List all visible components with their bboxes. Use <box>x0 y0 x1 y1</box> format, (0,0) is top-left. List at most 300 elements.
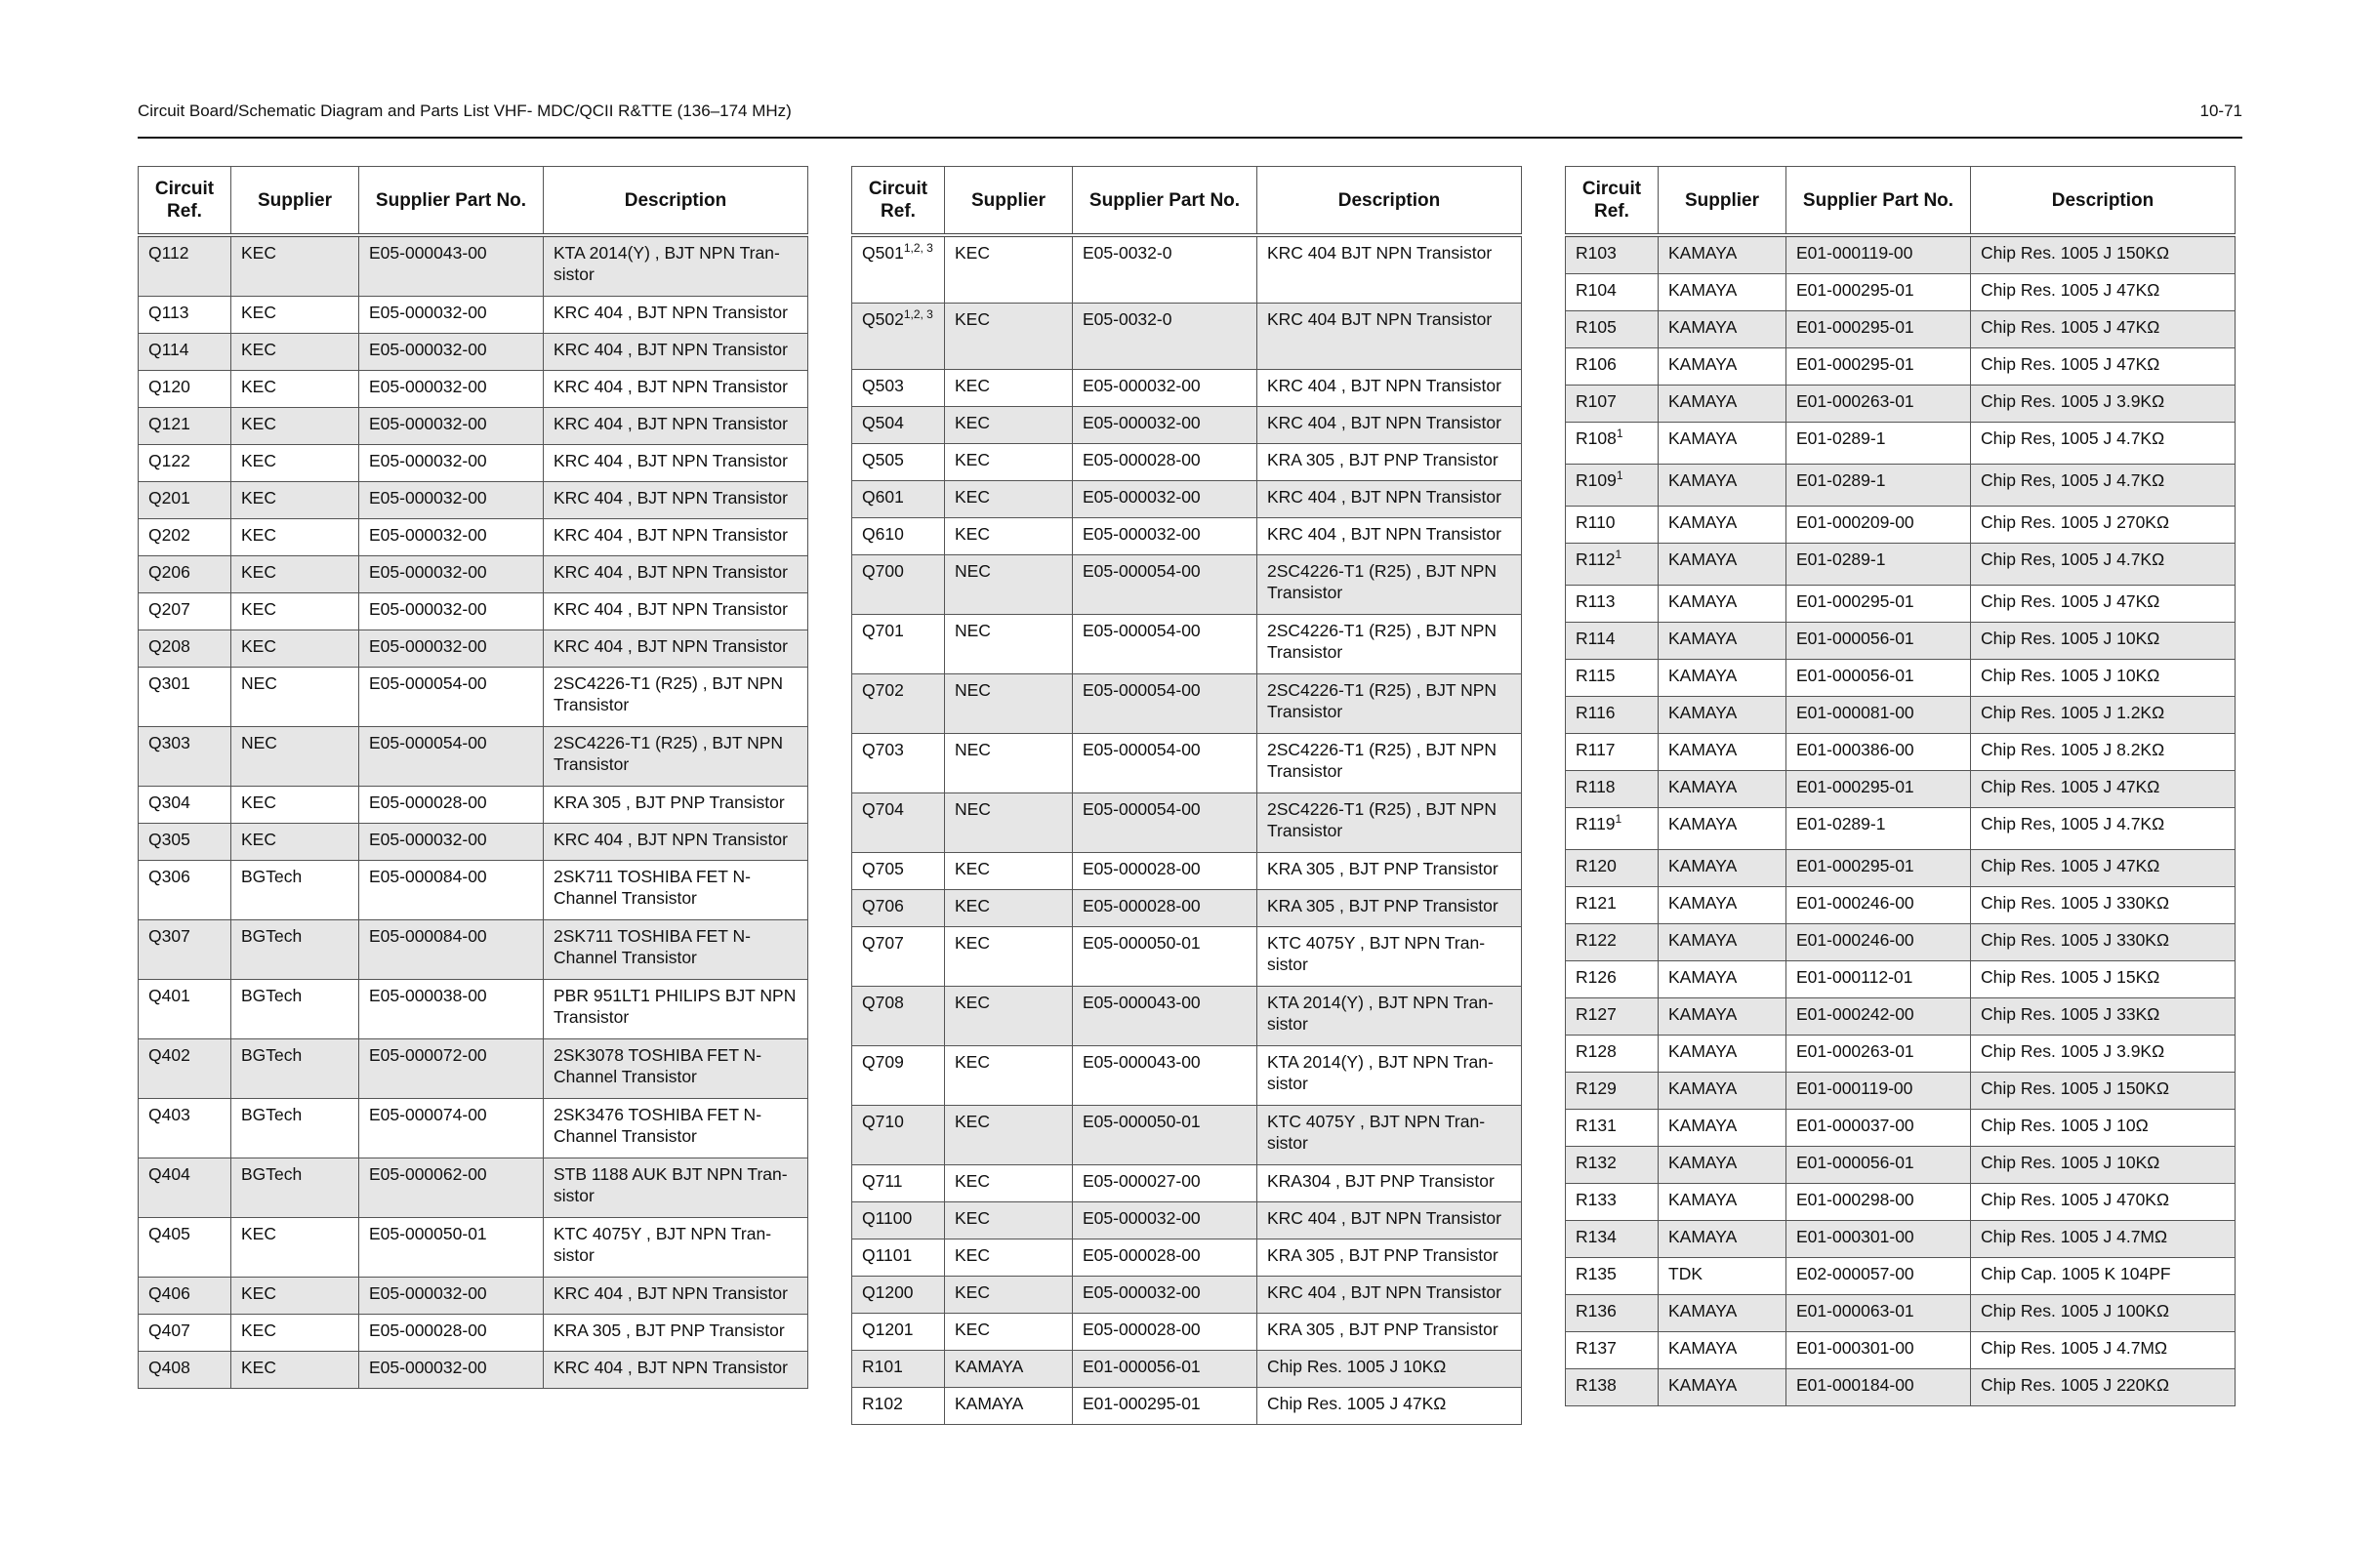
circuit-ref: Q702 <box>862 680 904 700</box>
circuit-ref: Q303 <box>148 733 190 752</box>
circuit-ref: Q704 <box>862 799 904 819</box>
part-number-cell: E05-000084-00 <box>359 861 544 920</box>
circuit-ref: Q408 <box>148 1358 190 1377</box>
circuit-ref: R117 <box>1576 740 1616 759</box>
part-number-cell: E01-0289-1 <box>1786 423 1971 465</box>
circuit-ref-cell <box>852 1165 945 1202</box>
supplier-cell: NEC <box>231 727 359 787</box>
table-row <box>1566 850 2236 887</box>
circuit-ref-cell <box>852 615 945 674</box>
part-number-cell: E05-000054-00 <box>359 668 544 727</box>
circuit-ref-cell <box>1566 423 1659 465</box>
part-number-cell: E05-0032-0 <box>1073 235 1257 304</box>
table-row <box>139 235 808 297</box>
table-row <box>852 444 1522 481</box>
circuit-ref-cell <box>852 370 945 407</box>
circuit-ref: Q1101 <box>862 1245 913 1265</box>
part-number-cell: E01-000295-01 <box>1786 348 1971 386</box>
part-number-cell: E02-000057-00 <box>1786 1258 1971 1295</box>
table-row <box>852 235 1522 304</box>
circuit-ref-cell <box>1566 1073 1659 1110</box>
circuit-ref-cell <box>139 593 231 630</box>
circuit-ref-cell <box>1566 697 1659 734</box>
circuit-ref: R119 <box>1576 814 1616 833</box>
description-cell: Chip Res. 1005 J 10KΩ <box>1971 1147 2236 1184</box>
description-cell: 2SK711 TOSHIBA FET N-Channel Transistor <box>544 861 808 920</box>
circuit-ref-cell <box>852 853 945 890</box>
circuit-ref-cell <box>1566 1184 1659 1221</box>
description-cell: KRC 404 BJT NPN Transistor <box>1257 235 1522 304</box>
circuit-ref: Q503 <box>862 376 904 395</box>
circuit-ref: Q1201 <box>862 1320 914 1339</box>
circuit-ref-cell <box>139 824 231 861</box>
supplier-cell: KEC <box>945 370 1073 407</box>
circuit-ref-cell <box>139 556 231 593</box>
description-cell: KRC 404 , BJT NPN Transistor <box>544 593 808 630</box>
supplier-cell: BGTech <box>231 1099 359 1158</box>
supplier-cell: KAMAYA <box>945 1388 1073 1425</box>
circuit-ref: R137 <box>1576 1338 1617 1358</box>
table-row <box>1566 348 2236 386</box>
circuit-ref: Q307 <box>148 926 190 946</box>
supplier-cell: KEC <box>945 304 1073 370</box>
table-row <box>852 1106 1522 1165</box>
part-number-cell: E05-000072-00 <box>359 1039 544 1099</box>
circuit-ref-cell <box>1566 1036 1659 1073</box>
part-number-cell: E05-000032-00 <box>359 408 544 445</box>
description-cell: Chip Res. 1005 J 10KΩ <box>1971 660 2236 697</box>
table-row <box>139 445 808 482</box>
description-cell: Chip Res. 1005 J 47KΩ <box>1971 274 2236 311</box>
table-row <box>139 630 808 668</box>
circuit-ref-cell <box>1566 808 1659 850</box>
table-row <box>1566 808 2236 850</box>
table-row <box>852 890 1522 927</box>
table-row <box>139 727 808 787</box>
supplier-cell: KEC <box>945 1106 1073 1165</box>
circuit-ref: Q113 <box>148 303 189 322</box>
supplier-cell: KEC <box>945 890 1073 927</box>
circuit-ref-cell <box>1566 465 1659 507</box>
part-number-cell: E05-000038-00 <box>359 980 544 1039</box>
description-cell: KRC 404 , BJT NPN Transistor <box>544 297 808 334</box>
description-cell: KRC 404 , BJT NPN Transistor <box>544 1278 808 1315</box>
table-row <box>1566 274 2236 311</box>
footnote-marker: 1 <box>1616 468 1623 483</box>
circuit-ref-cell <box>1566 274 1659 311</box>
table-row <box>852 987 1522 1046</box>
circuit-ref-cell <box>1566 887 1659 924</box>
table-row <box>139 482 808 519</box>
description-cell: KRC 404 , BJT NPN Transistor <box>544 519 808 556</box>
circuit-ref-cell <box>1566 660 1659 697</box>
description-cell: KRC 404 , BJT NPN Transistor <box>544 824 808 861</box>
supplier-cell: KAMAYA <box>1659 623 1786 660</box>
part-number-cell: E05-000043-00 <box>359 235 544 297</box>
table-row <box>1566 586 2236 623</box>
circuit-ref: R109 <box>1576 470 1617 490</box>
table-row <box>1566 924 2236 961</box>
circuit-ref: Q706 <box>862 896 904 915</box>
circuit-ref: R108 <box>1576 428 1617 448</box>
part-number-cell: E01-000056-01 <box>1786 1147 1971 1184</box>
circuit-ref-cell <box>1566 1221 1659 1258</box>
description-cell: Chip Res. 1005 J 4.7MΩ <box>1971 1221 2236 1258</box>
supplier-cell: KAMAYA <box>1659 850 1786 887</box>
description-cell: 2SC4226-T1 (R25) , BJT NPN Transistor <box>544 727 808 787</box>
part-number-cell: E05-000028-00 <box>1073 853 1257 890</box>
description-cell: 2SK711 TOSHIBA FET N-Channel Transistor <box>544 920 808 980</box>
circuit-ref-cell <box>139 861 231 920</box>
supplier-cell: KEC <box>231 593 359 630</box>
description-cell: 2SK3078 TOSHIBA FET N-Channel Transistor <box>544 1039 808 1099</box>
circuit-ref: Q301 <box>148 673 190 693</box>
table-header-row <box>1566 167 2236 236</box>
description-cell: KTC 4075Y , BJT NPN Tran-sistor <box>544 1218 808 1278</box>
circuit-ref: Q703 <box>862 740 904 759</box>
part-number-cell: E05-000074-00 <box>359 1099 544 1158</box>
table-row <box>852 734 1522 793</box>
circuit-ref-cell <box>852 890 945 927</box>
part-number-cell: E01-0289-1 <box>1786 544 1971 586</box>
supplier-cell: KAMAYA <box>1659 771 1786 808</box>
description-cell: Chip Res, 1005 J 4.7KΩ <box>1971 423 2236 465</box>
table-row <box>139 593 808 630</box>
circuit-ref: Q404 <box>148 1164 190 1184</box>
table-row <box>139 1099 808 1158</box>
circuit-ref: Q112 <box>148 243 189 263</box>
table-row <box>852 1388 1522 1425</box>
header-rule <box>138 137 2242 139</box>
description-cell: KRC 404 , BJT NPN Transistor <box>544 408 808 445</box>
circuit-ref-cell <box>852 927 945 987</box>
supplier-cell: KEC <box>231 1218 359 1278</box>
supplier-cell: KEC <box>231 556 359 593</box>
part-number-cell: E05-000054-00 <box>359 727 544 787</box>
table-row <box>1566 623 2236 660</box>
supplier-cell: KEC <box>945 481 1073 518</box>
circuit-ref-cell <box>1566 348 1659 386</box>
circuit-ref-cell <box>1566 961 1659 998</box>
description-cell: KRC 404 , BJT NPN Transistor <box>1257 370 1522 407</box>
part-number-cell: E05-000028-00 <box>1073 444 1257 481</box>
table-row <box>1566 544 2236 586</box>
supplier-cell: KEC <box>231 630 359 668</box>
description-cell: 2SC4226-T1 (R25) , BJT NPN Transistor <box>1257 793 1522 853</box>
description-cell: Chip Res. 1005 J 10Ω <box>1971 1110 2236 1147</box>
circuit-ref-cell <box>139 334 231 371</box>
circuit-ref: R105 <box>1576 317 1617 337</box>
supplier-cell: NEC <box>945 615 1073 674</box>
table-row <box>1566 423 2236 465</box>
part-number-cell: E01-000056-01 <box>1073 1351 1257 1388</box>
circuit-ref-cell <box>1566 235 1659 274</box>
supplier-cell: KAMAYA <box>1659 507 1786 544</box>
part-number-cell: E01-000056-01 <box>1786 660 1971 697</box>
table-row <box>1566 961 2236 998</box>
circuit-ref-cell <box>1566 1147 1659 1184</box>
part-number-cell: E01-000119-00 <box>1786 1073 1971 1110</box>
circuit-ref: R112 <box>1576 549 1616 569</box>
description-cell: KRC 404 , BJT NPN Transistor <box>544 630 808 668</box>
description-cell: Chip Res. 1005 J 47KΩ <box>1257 1388 1522 1425</box>
circuit-ref: Q202 <box>148 525 190 545</box>
table-row <box>1566 507 2236 544</box>
circuit-ref-cell <box>1566 507 1659 544</box>
description-cell: KRC 404 , BJT NPN Transistor <box>544 556 808 593</box>
part-number-cell: E05-000054-00 <box>1073 555 1257 615</box>
description-cell: Chip Res. 1005 J 150KΩ <box>1971 1073 2236 1110</box>
footnote-marker: 1 <box>1615 812 1622 827</box>
table-row <box>139 556 808 593</box>
supplier-cell: NEC <box>231 668 359 727</box>
part-number-cell: E05-000028-00 <box>359 787 544 824</box>
table-row <box>1566 734 2236 771</box>
description-cell: 2SC4226-T1 (R25) , BJT NPN Transistor <box>1257 734 1522 793</box>
circuit-ref-cell <box>139 1352 231 1389</box>
part-number-cell: E01-000295-01 <box>1786 311 1971 348</box>
part-number-cell: E05-000054-00 <box>1073 734 1257 793</box>
circuit-ref: Q305 <box>148 830 190 849</box>
supplier-cell: KEC <box>231 334 359 371</box>
part-number-cell: E01-000119-00 <box>1786 235 1971 274</box>
part-number-cell: E05-000028-00 <box>1073 1314 1257 1351</box>
part-number-cell: E01-000063-01 <box>1786 1295 1971 1332</box>
supplier-cell: KAMAYA <box>1659 1147 1786 1184</box>
part-number-cell: E05-000050-01 <box>359 1218 544 1278</box>
table-row <box>1566 1147 2236 1184</box>
circuit-ref-cell <box>139 445 231 482</box>
description-cell: Chip Res. 1005 J 47KΩ <box>1971 771 2236 808</box>
parts-table-1 <box>138 166 808 1389</box>
table-row <box>852 1351 1522 1388</box>
circuit-ref: Q709 <box>862 1052 904 1072</box>
table-row <box>1566 386 2236 423</box>
circuit-ref-cell <box>1566 623 1659 660</box>
circuit-ref: R107 <box>1576 391 1617 411</box>
part-number-cell: E05-000032-00 <box>359 297 544 334</box>
circuit-ref: R121 <box>1576 893 1617 913</box>
supplier-cell: KEC <box>231 297 359 334</box>
circuit-ref-cell <box>139 787 231 824</box>
supplier-cell: KEC <box>231 235 359 297</box>
table-row <box>1566 1184 2236 1221</box>
circuit-ref-cell <box>139 519 231 556</box>
circuit-ref-cell <box>852 235 945 304</box>
parts-table-2 <box>851 166 1522 1425</box>
supplier-cell: KAMAYA <box>1659 423 1786 465</box>
circuit-ref: R128 <box>1576 1041 1617 1061</box>
table-row <box>1566 235 2236 274</box>
supplier-cell: KAMAYA <box>1659 1073 1786 1110</box>
page-number: 10-71 <box>2199 102 2242 120</box>
description-cell: 2SC4226-T1 (R25) , BJT NPN Transistor <box>544 668 808 727</box>
description-cell: KTC 4075Y , BJT NPN Tran-sistor <box>1257 1106 1522 1165</box>
page-header <box>138 102 2242 139</box>
supplier-cell: KEC <box>231 787 359 824</box>
supplier-cell: KEC <box>231 519 359 556</box>
supplier-cell: KEC <box>231 824 359 861</box>
description-cell: KRC 404 , BJT NPN Transistor <box>544 371 808 408</box>
supplier-cell: KEC <box>231 371 359 408</box>
circuit-ref-cell <box>1566 1295 1659 1332</box>
supplier-cell: KAMAYA <box>1659 734 1786 771</box>
circuit-ref-cell <box>1566 850 1659 887</box>
circuit-ref-cell <box>139 1218 231 1278</box>
circuit-ref: R104 <box>1576 280 1617 300</box>
table-row <box>852 674 1522 734</box>
description-cell: Chip Cap. 1005 K 104PF <box>1971 1258 2236 1295</box>
description-cell: KRC 404 , BJT NPN Transistor <box>544 1352 808 1389</box>
table-row <box>139 787 808 824</box>
col-header-supplier: Supplier <box>231 167 359 236</box>
description-cell: KTA 2014(Y) , BJT NPN Tran-sistor <box>544 235 808 297</box>
circuit-ref-cell <box>139 980 231 1039</box>
part-number-cell: E05-000054-00 <box>1073 793 1257 853</box>
table-row <box>139 334 808 371</box>
table-row <box>852 1239 1522 1277</box>
circuit-ref-cell <box>852 674 945 734</box>
circuit-ref: R118 <box>1576 777 1616 796</box>
circuit-ref: Q304 <box>148 792 190 812</box>
circuit-ref-cell <box>852 1314 945 1351</box>
circuit-ref: R132 <box>1576 1153 1617 1172</box>
part-number-cell: E05-000028-00 <box>1073 890 1257 927</box>
circuit-ref-cell <box>1566 924 1659 961</box>
table-row <box>1566 887 2236 924</box>
circuit-ref-cell <box>139 1315 231 1352</box>
circuit-ref-cell <box>1566 544 1659 586</box>
description-cell: KRC 404 , BJT NPN Transistor <box>1257 407 1522 444</box>
circuit-ref-cell <box>852 1202 945 1239</box>
supplier-cell: KAMAYA <box>1659 1221 1786 1258</box>
circuit-ref: Q701 <box>862 621 904 640</box>
description-cell: KRA 305 , BJT PNP Transistor <box>1257 1239 1522 1277</box>
description-cell: Chip Res. 1005 J 220KΩ <box>1971 1369 2236 1406</box>
supplier-cell: KEC <box>945 1277 1073 1314</box>
circuit-ref: Q710 <box>862 1112 904 1131</box>
supplier-cell: KAMAYA <box>1659 998 1786 1036</box>
part-number-cell: E01-000301-00 <box>1786 1332 1971 1369</box>
part-number-cell: E05-000032-00 <box>359 630 544 668</box>
table-row <box>852 304 1522 370</box>
part-number-cell: E01-000037-00 <box>1786 1110 1971 1147</box>
circuit-ref-cell <box>139 371 231 408</box>
table-row <box>852 1277 1522 1314</box>
circuit-ref: R103 <box>1576 243 1617 263</box>
description-cell: Chip Res. 1005 J 8.2KΩ <box>1971 734 2236 771</box>
supplier-cell: KAMAYA <box>1659 386 1786 423</box>
table-row <box>139 824 808 861</box>
table-row <box>852 615 1522 674</box>
table-row <box>139 408 808 445</box>
description-cell: KRC 404 , BJT NPN Transistor <box>1257 1202 1522 1239</box>
part-number-cell: E01-000295-01 <box>1786 586 1971 623</box>
supplier-cell: KAMAYA <box>1659 348 1786 386</box>
supplier-cell: KEC <box>945 987 1073 1046</box>
part-number-cell: E01-000056-01 <box>1786 623 1971 660</box>
circuit-ref-cell <box>1566 1332 1659 1369</box>
circuit-ref-cell <box>1566 386 1659 423</box>
table-row <box>1566 1221 2236 1258</box>
circuit-ref: R122 <box>1576 930 1617 950</box>
supplier-cell: BGTech <box>231 861 359 920</box>
circuit-ref: Q610 <box>862 524 904 544</box>
circuit-ref: R131 <box>1576 1116 1617 1135</box>
part-number-cell: E05-000032-00 <box>359 334 544 371</box>
table-row <box>1566 1369 2236 1406</box>
supplier-cell: KAMAYA <box>1659 235 1786 274</box>
part-number-cell: E05-000032-00 <box>1073 481 1257 518</box>
description-cell: Chip Res, 1005 J 4.7KΩ <box>1971 808 2236 850</box>
circuit-ref-cell <box>1566 734 1659 771</box>
supplier-cell: KEC <box>945 1165 1073 1202</box>
description-cell: PBR 951LT1 PHILIPS BJT NPN Transistor <box>544 980 808 1039</box>
part-number-cell: E05-0032-0 <box>1073 304 1257 370</box>
description-cell: Chip Res. 1005 J 10KΩ <box>1971 623 2236 660</box>
description-cell: Chip Res. 1005 J 47KΩ <box>1971 850 2236 887</box>
description-cell: 2SK3476 TOSHIBA FET N-Channel Transistor <box>544 1099 808 1158</box>
circuit-ref: R113 <box>1576 591 1616 611</box>
table-row <box>1566 465 2236 507</box>
parts-table-3 <box>1565 166 2236 1406</box>
circuit-ref: Q505 <box>862 450 904 469</box>
circuit-ref: Q402 <box>148 1045 190 1065</box>
supplier-cell: BGTech <box>231 980 359 1039</box>
part-number-cell: E01-000295-01 <box>1786 771 1971 808</box>
part-number-cell: E01-000301-00 <box>1786 1221 1971 1258</box>
part-number-cell: E05-000032-00 <box>359 556 544 593</box>
description-cell: Chip Res. 1005 J 1.2KΩ <box>1971 697 2236 734</box>
table-row <box>139 297 808 334</box>
part-number-cell: E05-000032-00 <box>359 824 544 861</box>
description-cell: Chip Res. 1005 J 330KΩ <box>1971 924 2236 961</box>
part-number-cell: E05-000050-01 <box>1073 1106 1257 1165</box>
circuit-ref: R106 <box>1576 354 1617 374</box>
col-header-part-no: Supplier Part No. <box>1786 167 1971 236</box>
circuit-ref: R138 <box>1576 1375 1617 1395</box>
supplier-cell: KEC <box>231 482 359 519</box>
circuit-ref: R101 <box>862 1357 903 1376</box>
document-title: Circuit Board/Schematic Diagram and Parts List VHF- MDC/QCII R&TTE (136–174 MHz) <box>138 102 792 120</box>
description-cell: Chip Res. 1005 J 10KΩ <box>1257 1351 1522 1388</box>
part-number-cell: E05-000032-00 <box>1073 518 1257 555</box>
part-number-cell: E05-000032-00 <box>359 371 544 408</box>
circuit-ref: Q705 <box>862 859 904 878</box>
table-row <box>1566 1036 2236 1073</box>
supplier-cell: KEC <box>945 235 1073 304</box>
part-number-cell: E05-000054-00 <box>1073 674 1257 734</box>
part-number-cell: E01-000246-00 <box>1786 887 1971 924</box>
description-cell: Chip Res. 1005 J 47KΩ <box>1971 586 2236 623</box>
circuit-ref-cell <box>139 1099 231 1158</box>
circuit-ref-cell <box>852 518 945 555</box>
circuit-ref-cell <box>852 1239 945 1277</box>
col-header-part-no: Supplier Part No. <box>359 167 544 236</box>
supplier-cell: KAMAYA <box>1659 660 1786 697</box>
supplier-cell: KAMAYA <box>1659 961 1786 998</box>
part-number-cell: E01-000242-00 <box>1786 998 1971 1036</box>
table-row <box>852 853 1522 890</box>
description-cell: KRA 305 , BJT PNP Transistor <box>1257 853 1522 890</box>
supplier-cell: KEC <box>945 1239 1073 1277</box>
supplier-cell: KEC <box>945 1314 1073 1351</box>
description-cell: Chip Res. 1005 J 47KΩ <box>1971 311 2236 348</box>
circuit-ref: R127 <box>1576 1004 1617 1024</box>
table-row <box>139 371 808 408</box>
circuit-ref-cell <box>139 1158 231 1218</box>
circuit-ref: Q403 <box>148 1105 190 1124</box>
